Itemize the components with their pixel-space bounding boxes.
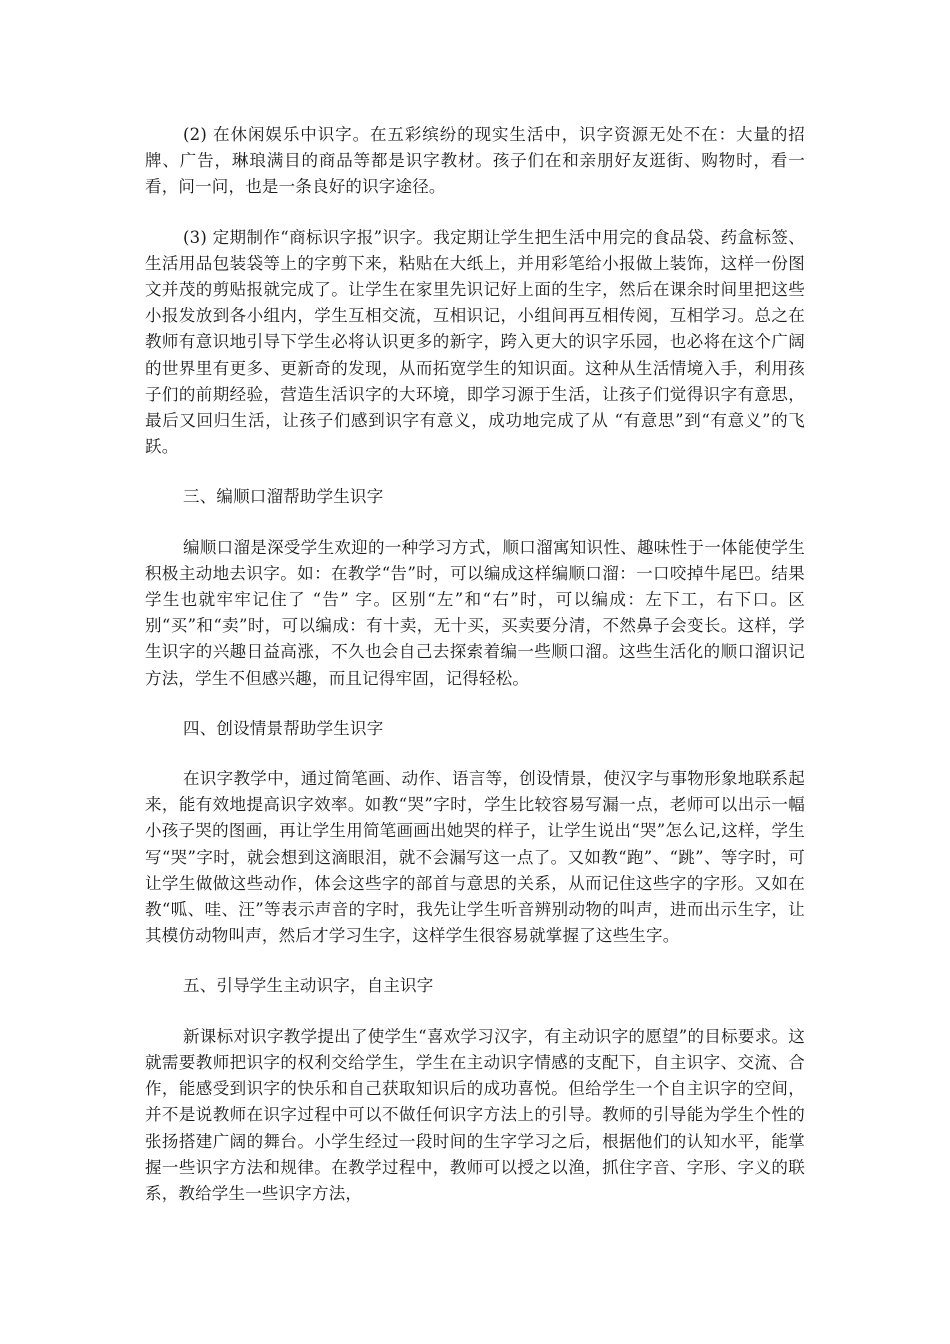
paragraph-leisure-literacy: (2) 在休闲娱乐中识字。在五彩缤纷的现实生活中，识字资源无处不在：大量的招牌、广告，琳琅满目的商品等都是识字教材。孩子们在和亲朋好友逛街、购物时，看一看，问一问，也是一条良好的识字途径。 (145, 125, 805, 197)
paragraph-scenarios: 在识字教学中，通过简笔画、动作、语言等，创设情景，使汉字与事物形象地联系起来，能有效地提高识字效率。如教“哭”字时，学生比较容易写漏一点，老师可以出示一幅小孩子哭的图画，再让学生用简笔画画出她哭的样子，让学生说出“哭”怎么记,这样，学生写“哭”字时，就会想到这滴眼泪，就不会漏写这一点了。又如教“跑”、“跳”、等字时，可让学生做做这些动作，体会这些字的部首与意思的关系，从而记住这些字的字形。又如在教“呱、哇、汪”等表示声音的字时，我先让学生听音辨别动物的叫声，进而出示生字，让其模仿动物叫声，然后才学习生字，这样学生很容易就掌握了这些生字。 (145, 769, 805, 946)
section-heading-rhymes: 三、编顺口溜帮助学生识字 (183, 487, 384, 507)
paragraph-trademark-newspaper: (3) 定期制作“商标识字报”识字。我定期让学生把生活中用完的食品袋、药盒标签、生活用品包装袋等上的字剪下来，粘贴在大纸上，并用彩笔给小报做上装饰，这样一份图文并茂的剪贴报就完成了。让学生在家里先识记好上面的生字，然后在课余时间里把这些小报发放到各小组内，学生互相交流，互相识记，小组间再互相传阅，互相学习。总之在教师有意识地引导下学生必将认识更多的新字，跨入更大的识字乐园，也必将在这个广阔的世界里有更多、更新奇的发现，从而拓宽学生的知识面。这种从生活情境入手，利用孩子们的前期经验，营造生活识字的大环境，即学习源于生活，让孩子们觉得识字有意思，最后又回归生活，让孩子们感到识字有意义，成功地完成了从 “有意思”到“有意义”的飞跃。 (145, 227, 805, 457)
section-heading-scenarios: 四、创设情景帮助学生识字 (183, 718, 384, 738)
document-body (145, 122, 805, 1231)
paragraph-rhymes: 编顺口溜是深受学生欢迎的一种学习方式，顺口溜寓知识性、趣味性于一体能使学生积极主动地去识字。如：在教学“告”时，可以编成这样编顺口溜：一口咬掉牛尾巴。结果学生也就牢牢记住了 “告” 字。区别“左”和“右”时，可以编成：左下工，右下口。区别“买”和“卖”时，可以编成：有十卖，无十买，买卖要分清，不然鼻子会变长。这样，学生识字的兴趣日益高涨，不久也会自己去探索着编一些顺口溜。这些生活化的顺口溜识记方法，学生不但感兴趣，而且记得牢固，记得轻松。 (145, 537, 805, 688)
paragraph-self-directed: 新课标对识字教学提出了使学生“喜欢学习汉字，有主动识字的愿望”的目标要求。这就需要教师把识字的权利交给学生，学生在主动识字情感的支配下，自主识字、交流、合作，能感受到识字的快乐和自己获取知识后的成功喜悦。但给学生一个自主识字的空间，并不是说教师在识字过程中可以不做任何识字方法上的引导。教师的引导能为学生个性的张扬搭建广阔的舞台。小学生经过一段时间的生字学习之后，根据他们的认知水平，能掌握一些识字方法和规律。在教学过程中，教师可以授之以渔，抓住字音、字形、字义的联系，教给学生一些识字方法， (145, 1026, 805, 1203)
section-heading-self-directed: 五、引导学生主动识字，自主识字 (183, 976, 434, 996)
